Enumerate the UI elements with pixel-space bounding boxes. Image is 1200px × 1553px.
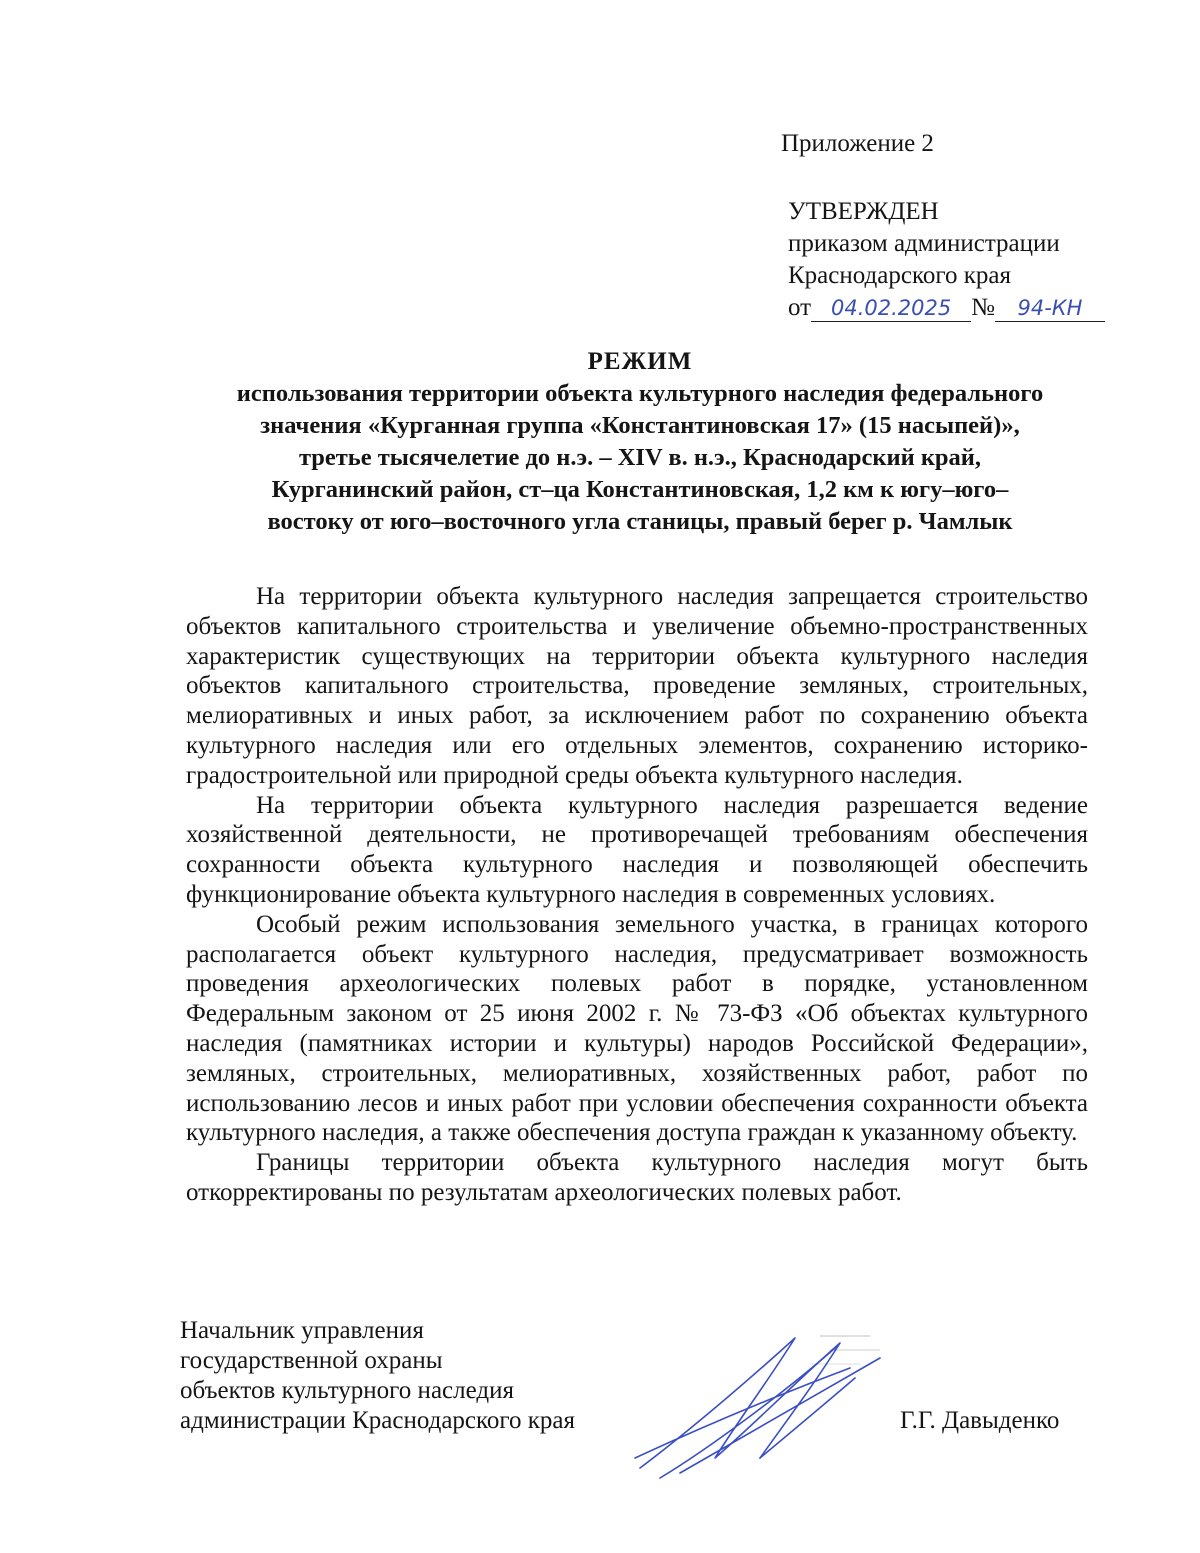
position-line: Начальник управления (180, 1317, 424, 1344)
title-main: РЕЖИМ (587, 348, 693, 375)
position-line: администрации Краснодарского края (180, 1407, 576, 1434)
document-title (180, 346, 1100, 538)
title-line: использования территории объекта культурного наследия федерального (236, 380, 1044, 407)
title-line: значения «Курганная группа «Константиновская 17» (15 насыпей)», (260, 412, 1020, 439)
position-line: государственной охраны (180, 1347, 443, 1374)
order-date-line (788, 292, 1105, 324)
handwritten-date: 04.02.2025 (811, 295, 971, 322)
handwritten-number: 94-КН (995, 295, 1105, 322)
approval-line: приказом администрации (788, 230, 1060, 257)
title-line: третье тысячелетие до н.э. – XIV в. н.э., Краснодарский край, (298, 444, 982, 471)
approval-block (788, 196, 1105, 324)
body-paragraph: На территории объекта культурного наследия разрешается ведение хозяйственной деятельности, не противоречащей требованиям обеспечения сохранности объекта культурного наследия и позволяющей обеспечить функционирование объекта культурного наследия в современных условиях. (186, 791, 1088, 908)
body-paragraph: Особый режим использования земельного участка, в границах которого располагается объект культурного наследия, предусматривает возможность проведения археологических полевых работ в порядке, установленном Федеральным законом от 25 июня 2002 г. № 73-ФЗ «Об объектах культурного наследия (памятниках истории и культуры) народов Российской Федерации», земляных, строительных, мелиоративных, хозяйственных работ, работ по использованию лесов и иных работ при условии обеспечения сохранности объекта культурного наследия, а также обеспечения доступа граждан к указанному объекту. (186, 910, 1088, 1147)
body-paragraph: Границы территории объекта культурного наследия могут быть откорректированы по результатам археологических полевых работ. (186, 1149, 1088, 1206)
signatory-position (180, 1316, 575, 1436)
annex-label: Приложение 2 (781, 130, 934, 157)
approval-line: Краснодарского края (788, 262, 1011, 289)
body-paragraph: На территории объекта культурного наследия запрещается строительство объектов капитального строительства и увеличение объемно-пространственных характеристик существующих на территории объекта культурного наследия объектов капитального строительства, проведение земляных, строительных, мелиоративных и иных работ, за исключением работ по сохранению объекта культурного наследия или его отдельных элементов, сохранению историко-градостроительной или природной среды объекта культурного наследия. (186, 583, 1088, 789)
document-body (186, 582, 1088, 1208)
number-sign: № (971, 294, 995, 321)
title-line: Курганинский район, ст–ца Константиновская, 1,2 км к югу–юго– (271, 476, 1009, 503)
date-prefix: от (788, 294, 812, 321)
signatory-name: Г.Г. Давыденко (900, 1407, 1060, 1434)
title-line: востоку от юго–восточного угла станицы, правый берег р. Чамлык (267, 508, 1013, 535)
approval-line: УТВЕРЖДЕН (788, 198, 939, 225)
handwritten-signature (620, 1318, 920, 1488)
position-line: объектов культурного наследия (180, 1377, 514, 1404)
